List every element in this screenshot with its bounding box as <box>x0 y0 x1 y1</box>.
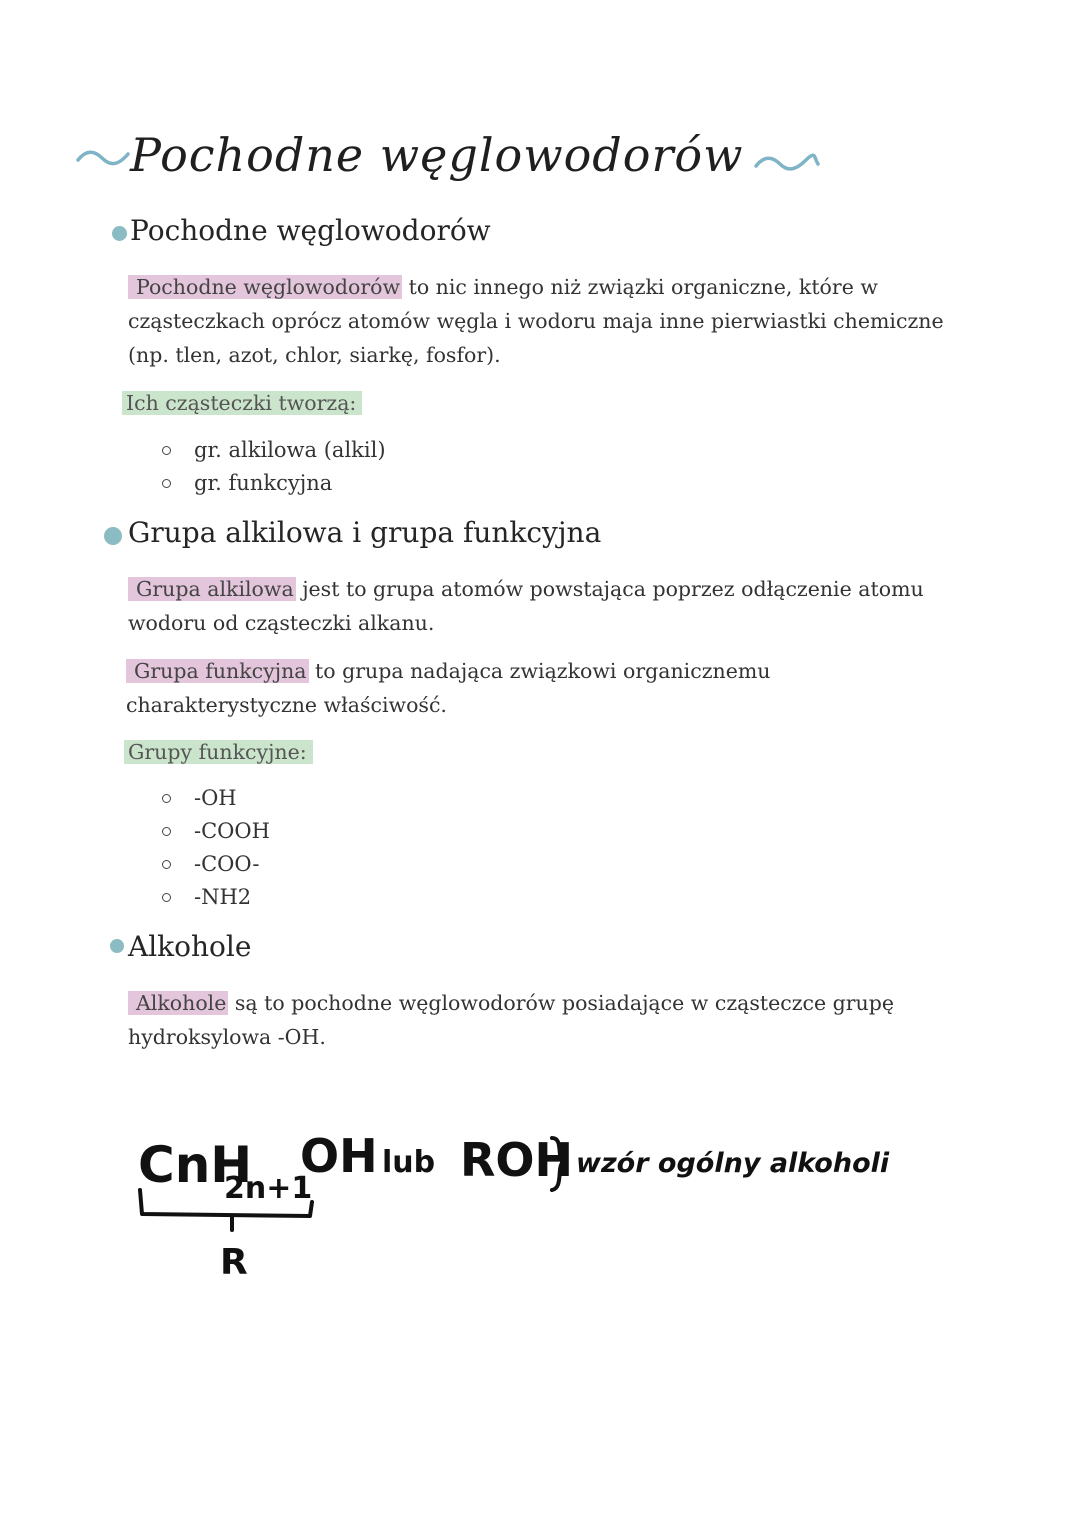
paragraph <box>126 654 966 722</box>
paragraph <box>128 986 968 1054</box>
highlighted-term: Grupa alkilowa <box>128 577 296 601</box>
title-wave-left-icon <box>74 146 134 170</box>
list-item-text: -COOH <box>194 819 270 843</box>
title-wave-right-icon <box>752 150 822 174</box>
list-item <box>158 815 270 848</box>
section-bullet-icon <box>112 226 127 241</box>
highlighted-term: Grupa funkcyjna <box>126 659 309 683</box>
paragraph <box>128 270 968 372</box>
paragraph-text: są to pochodne węglowodorów posiadające w cząsteczce grupę hydroksylowa -OH. <box>128 991 895 1049</box>
list-item <box>158 467 386 500</box>
highlighted-sublabel: Ich cząsteczki tworzą: <box>122 391 362 415</box>
section-bullet-icon <box>104 527 122 545</box>
section-heading: Grupa alkilowa i grupa funkcyjna <box>128 516 602 549</box>
paragraph-text: to grupa nadająca związkowi organicznemu charakterystyczne właściwość. <box>126 659 771 717</box>
list-item-text: gr. funkcyjna <box>194 471 333 495</box>
formula-r: R <box>220 1242 248 1283</box>
list-item <box>158 782 270 815</box>
list-item <box>158 434 386 467</box>
circle-bullet-icon <box>162 794 171 803</box>
handwritten-formula <box>120 1120 920 1290</box>
formula-cnh: CnH <box>138 1136 253 1194</box>
list <box>158 434 386 500</box>
highlighted-term: Alkohole <box>128 991 228 1015</box>
highlighted-sublabel: Grupy funkcyjne: <box>124 740 313 764</box>
list-item-text: -OH <box>194 786 237 810</box>
formula-lub: lub <box>382 1145 436 1180</box>
list <box>158 782 270 914</box>
page-title: Pochodne węglowodorów <box>130 128 744 182</box>
list-item-text: -COO- <box>194 852 260 876</box>
formula-subscript: 2n+1 <box>224 1171 313 1206</box>
circle-bullet-icon <box>162 860 171 869</box>
circle-bullet-icon <box>162 446 171 455</box>
formula-roh: ROH <box>460 1133 574 1187</box>
circle-bullet-icon <box>162 893 171 902</box>
section-bullet-icon <box>110 939 124 953</box>
highlighted-term: Pochodne węglowodorów <box>128 275 402 299</box>
circle-bullet-icon <box>162 827 171 836</box>
sub-label <box>124 737 313 767</box>
sub-label <box>122 388 362 418</box>
paragraph-text: jest to grupa atomów powstająca poprzez odłączenie atomu wodoru od cząsteczki alkanu. <box>128 577 924 635</box>
paragraph-text: to nic innego niż związki organiczne, które w cząsteczkach oprócz atomów węgla i wodoru maja inne pierwiastki chemiczne (np. tlen, azot, chlor, siarkę, fosfor). <box>128 275 944 367</box>
list-item <box>158 881 270 914</box>
list-item <box>158 848 270 881</box>
paragraph <box>128 572 968 640</box>
formula-oh: OH <box>300 1129 378 1183</box>
formula-description: wzór ogólny alkoholi <box>576 1148 890 1179</box>
section-heading: Pochodne węglowodorów <box>130 214 491 247</box>
list-item-text: gr. alkilowa (alkil) <box>194 438 386 462</box>
circle-bullet-icon <box>162 479 171 488</box>
list-item-text: -NH2 <box>194 885 252 909</box>
section-heading: Alkohole <box>128 930 252 963</box>
